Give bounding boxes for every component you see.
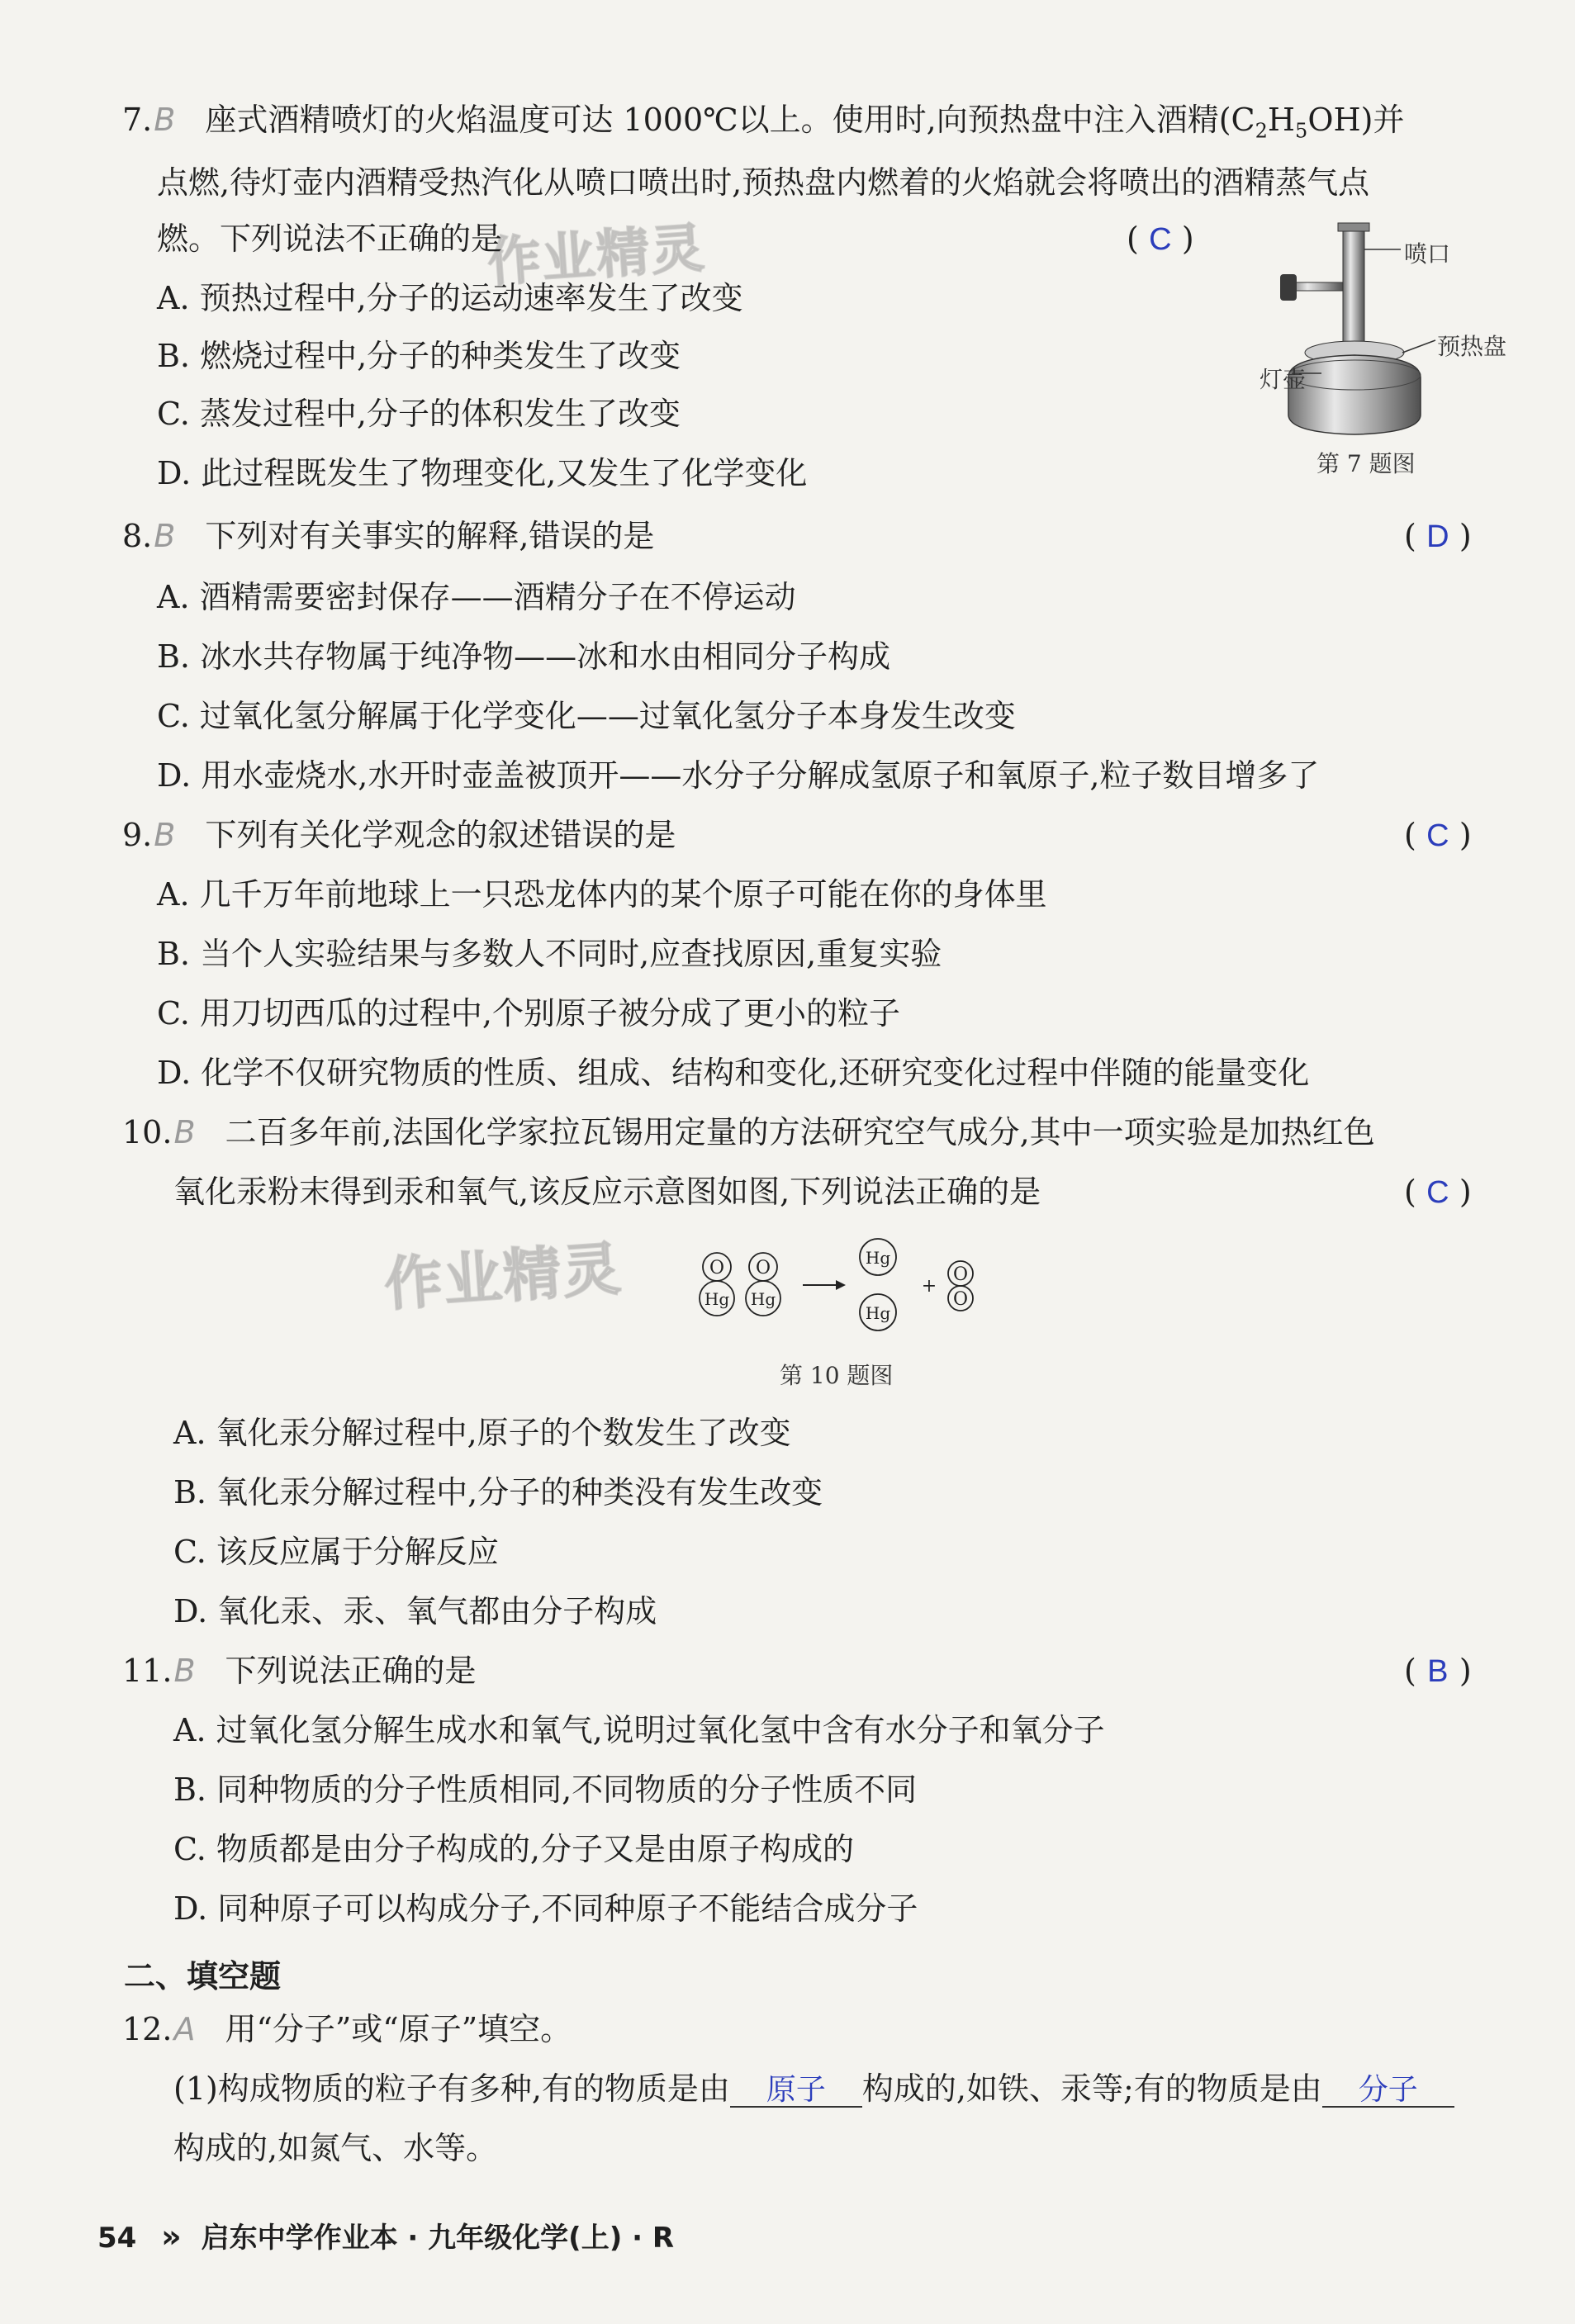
option-b: B. 同种物质的分子性质相同,不同物质的分子性质不同 [173,1771,918,1808]
option-a: A. 过氧化氢分解生成水和氧气,说明过氧化氢中含有水分子和氧分子 [173,1712,1105,1748]
question-number: 9. [122,817,153,853]
question-12-part-1: (1)构成物质的粒子有多种,有的物质是由 原子 构成的,如铁、汞等;有的物质是由 分子 [173,2070,1454,2108]
option-d: D. 用水壶烧水,水开时壶盖被顶开——水分子分解成氢原子和氧原子,粒子数目增多了 [157,757,1320,794]
option-b: B. 燃烧过程中,分子的种类发生了改变 [157,338,681,374]
question-9-stem: 9.B 下列有关化学观念的叙述错误的是 [122,817,676,853]
mercury-atom: Hg [865,1303,891,1323]
option-c: C. 蒸发过程中,分子的体积发生了改变 [157,396,681,432]
oxygen-atom: O [952,1264,969,1285]
page-number: 54 [97,2222,137,2255]
option-d: D. 氧化汞、汞、氧气都由分子构成 [173,1593,657,1629]
question-11-stem: 11.B 下列说法正确的是 [122,1653,477,1689]
question-number: 7. [122,102,153,138]
option-d: D. 同种原子可以构成分子,不同种原子不能结合成分子 [173,1890,918,1927]
mercury-atom: Hg [865,1248,891,1268]
option-c: C. 过氧化氢分解属于化学变化——过氧化氢分子本身发生改变 [157,698,1016,734]
question-number: 12. [122,2011,173,2047]
question-10-line-2: 氧化汞粉末得到汞和氧气,该反应示意图如图,下列说法正确的是 [173,1174,1041,1210]
option-d: D. 此过程既发生了物理变化,又发生了化学变化 [157,455,808,491]
page-footer [97,2215,674,2255]
reaction-diagram [686,1234,983,1349]
oxygen-atom: O [709,1258,725,1278]
question-12-stem: 12.A 用“分子”或“原子”填空。 [122,2011,572,2047]
option-b: B. 冰水共存物属于纯净物——冰和水由相同分子构成 [157,638,891,675]
option-a: A. 几千万年前地球上一只恐龙体内的某个原子可能在你的身体里 [157,876,1047,913]
option-c: C. 该反应属于分解反应 [173,1534,499,1570]
question-8-answer: ( D ) [1404,518,1472,554]
section-title: 二、填空题 [124,1958,282,1994]
question-number: 10. [122,1114,173,1150]
option-c: C. 物质都是由分子构成的,分子又是由原子构成的 [173,1831,854,1867]
watermark: 作业精灵 [382,1235,624,1319]
figure-10-caption: 第 10 题图 [780,1362,894,1389]
oxygen-atom: O [952,1289,969,1310]
question-12-part-1-cont: 构成的,如氮气、水等。 [173,2130,498,2166]
question-10-line-1: 10.B 二百多年前,法国化学家拉瓦锡用定量的方法研究空气成分,其中一项实验是加热红色 [122,1114,1375,1150]
option-b: B. 氧化汞分解过程中,分子的种类没有发生改变 [173,1474,823,1511]
label-preheat-pan: 预热盘 [1437,333,1507,360]
figure-7-caption: 第 7 题图 [1316,450,1416,477]
difficulty-level: A [173,2011,196,2047]
question-7-line-3: 燃。下列说法不正确的是 [157,221,503,257]
question-10-answer: ( C ) [1404,1174,1472,1210]
option-b: B. 当个人实验结果与多数人不同时,应查找原因,重复实验 [157,936,942,972]
question-11-answer: ( B ) [1404,1653,1472,1689]
difficulty-level: B [154,817,176,853]
option-c: C. 用刀切西瓜的过程中,个别原子被分成了更小的粒子 [157,995,900,1032]
question-7-line-2: 点燃,待灯壶内酒精受热汽化从喷口喷出时,预热盘内燃着的火焰就会将喷出的酒精蒸气点 [157,164,1370,201]
oxygen-atom: O [755,1258,771,1278]
double-chevron-icon: » [161,2218,182,2255]
difficulty-level: B [173,1653,196,1689]
option-a: A. 氧化汞分解过程中,原子的个数发生了改变 [173,1415,791,1451]
plus-sign: + [921,1276,937,1297]
option-a: A. 预热过程中,分子的运动速率发生了改变 [157,280,743,316]
label-lamp-pot: 灯壶 [1260,366,1307,393]
difficulty-level: B [154,102,176,138]
fill-blank[interactable]: 分子 [1322,2070,1454,2108]
label-nozzle: 喷口 [1404,240,1451,268]
question-7-answer: ( C ) [1127,221,1194,257]
question-number: 11. [122,1653,173,1689]
book-title: 启东中学作业本 · 九年级化学(上) · R [201,2222,675,2255]
question-9-answer: ( C ) [1404,817,1472,853]
mercury-atom: Hg [704,1289,730,1309]
question-number: 8. [122,518,153,554]
mercury-atom: Hg [750,1289,776,1309]
option-a: A. 酒精需要密封保存——酒精分子在不停运动 [157,579,796,615]
difficulty-level: B [173,1114,196,1150]
question-8-stem: 8.B 下列对有关事实的解释,错误的是 [122,518,655,554]
watermark: 作业精灵 [486,217,708,295]
option-d: D. 化学不仅研究物质的性质、组成、结构和变化,还研究变化过程中伴随的能量变化 [157,1055,1310,1091]
fill-blank[interactable]: 原子 [730,2070,862,2108]
difficulty-level: B [154,518,176,554]
question-7-line-1: 7.B 座式酒精喷灯的火焰温度可达 1000℃以上。使用时,向预热盘中注入酒精$(C_2H_5OH)$并 [122,102,1405,143]
